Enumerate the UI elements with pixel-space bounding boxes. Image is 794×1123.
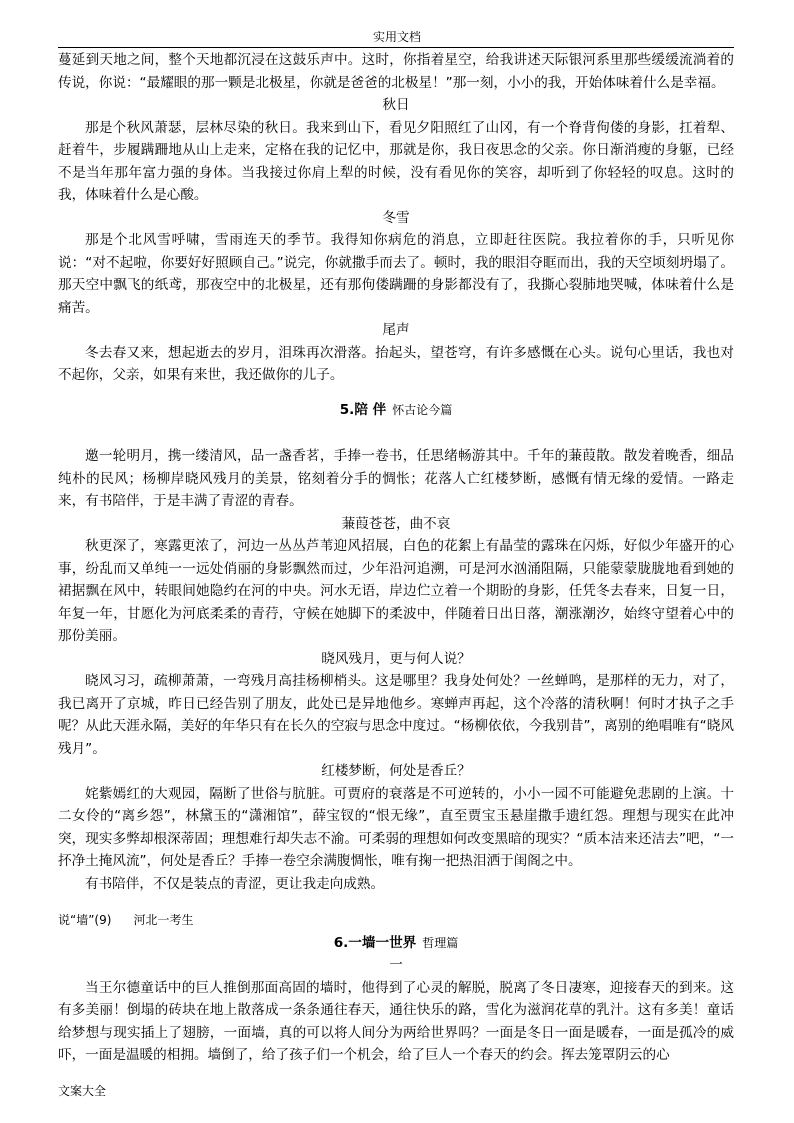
intro-paragraph: 蔓延到天地之间，整个天地都沉浸在这鼓乐声中。这时，你指着星空，给我讲述天际银河系里那些缓缓流淌着的传说，你说：“最耀眼的那一颗是北极星，你就是爸爸的北极星！”那一刻，小小的我，开始体味着什么是幸福。 — [58, 52, 734, 91]
byline-label: 说“墙”(9) — [58, 913, 112, 927]
page-header: 实用文档 — [372, 30, 421, 44]
article5-paragraph-2: 秋更深了，寒露更浓了，河边一丛丛芦苇迎风招展，白色的花絮上有晶莹的露珠在闪烁，好似少年盛开的心事，纷乱而又单纯一一远处俏丽的身影飘然而过，少年沿河追溯，可是河水汹涌阻隔，只能蒙蒙胧胧地看到她的裙据飘在风中，转眼间她隐约在河的中央。河水无语，岸边伫立着一个期盼的身影，任凭冬去春来，日复一日，年复一年，甘愿化为河底柔柔的青荇，守候在她脚下的柔波中，伴随着日出日落，潮涨潮汐，始终守望着心中的那份美丽。 — [58, 538, 734, 644]
article-title-6 — [58, 932, 734, 955]
article-title-5-category: 怀古论今篇 — [392, 402, 453, 417]
section-heading-coda: 尾声 — [382, 322, 410, 338]
article5-paragraph-4: 姹紫嫣红的大观园，隔断了世俗与肮脏。可贾府的衰落是不可逆转的，小小一园不可能避免悲剧的上演。十二女伶的“离乡怨”，林黛玉的“潇湘馆”，薛宝钗的“恨无缘”，直至贾宝玉悬崖撒手遗红怨。理想与现实在此冲突，现实多弊却根深蒂固；理想难行却失志不渝。可柔弱的理想如何改变黑暗的现实？“质本洁来还洁去”吧，“一抔净土掩风流”，何处是香丘？手捧一卷空余满腹惆怅，唯有掬一把热泪洒于闺阁之中。 — [58, 785, 734, 869]
byline-author: 河北一考生 — [133, 913, 194, 927]
article5-paragraph-3: 晓风习习，疏柳萧萧，一弯残月高挂杨柳梢头。这是哪里？我身处何处？一丝蝉鸣，是那样的无力，对了，我已离开了京城，昨日已经告别了朋友，此处已是异地他乡。寒蝉声再起，这个冷落的清秋啊！何时才执子之手呢？从此天涯永隔，美好的年华只有在长久的空寂与思念中度过。“杨柳依依，今我别昔”，离别的绝唱唯有“晓风残月”。 — [58, 673, 734, 757]
winter-paragraph: 那是个北风雪呼啸，雪雨连天的季节。我得知你病危的消息，立即赶往医院。我拉着你的手，只听见你说：“对不起啦，你要好好照顾自己。”说完，你就撒手而去了。顿时，我的眼泪夺眶而出，我的天空顷刻坍塌了。那天空中飘飞的纸鸢，那夜空中的北极星，还有那佝偻蹒跚的身影都没有了，我撕心裂肺地哭喊，体味着什么是痛苦。 — [58, 232, 734, 316]
article6-paragraph-1: 当王尔德童话中的巨人推倒那面高固的墙时，他得到了心灵的解脱，脱离了冬日凄寒，迎接春天的到来。这有多美丽！倒塌的砖块在地上散落成一条条通往春天，通往快乐的路，雪化为滋润花草的乳汁。这有多美！童话给梦想与现实插上了翅膀，一面墙，真的可以将人间分为两给世界吗？一面是冬日一面是暖春，一面是孤冷的威吓，一面是温暖的相拥。墙倒了，给了孩子们一个机会，给了巨人一个春天的约会。挥去笼罩阴云的心 — [58, 979, 734, 1063]
article5-heading-2: 晓风残月，更与何人说？ — [321, 650, 471, 667]
article-title-5 — [58, 399, 734, 422]
byline — [58, 909, 734, 932]
header-divider — [58, 47, 734, 48]
coda-paragraph: 冬去春又来，想起逝去的岁月，泪珠再次滑落。抬起头，望苍穹，有许多感慨在心头。说句心里话，我也对不起你，父亲，如果有来世，我还做你的儿子。 — [58, 344, 734, 383]
article5-paragraph-1: 邀一轮明月，携一缕清风，品一盏香茗，手捧一卷书，任思绪畅游其中。千年的蒹葭散。散发着晚香，细品纯朴的民风；杨柳岸晓风残月的美景，铭刻着分手的惆怅；花落人亡红楼梦断，感慨有情无缘的爱情。一路走来，有书陪伴，于是丰满了青涩的青春。 — [58, 448, 734, 509]
section-heading-winter: 冬雪 — [382, 209, 410, 226]
page-footer: 文案大全 — [58, 1084, 107, 1098]
article-title-6-category: 哲理篇 — [422, 935, 459, 950]
article5-heading-1: 蒹葭苍苍，曲不哀 — [341, 515, 451, 532]
autumn-paragraph: 那是个秋风萧瑟，层林尽染的秋日。我来到山下，看见夕阳照红了山冈，有一个脊背佝偻的身影，扛着犁、赶着牛，步履蹒跚地从山上走来，定格在我的记忆中，那就是你，我日夜思念的父亲。你日渐消瘦的身躯，已经不是当年那年富力强的身体。当我接过你肩上犁的时候，没有看见你的笑容，却听到了你轻轻的叹息。这时的我，体味着什么是心酸。 — [58, 119, 734, 203]
section-heading-autumn: 秋日 — [382, 97, 410, 113]
article5-paragraph-5: 有书陪伴，不仅是装点的青涩，更让我走向成熟。 — [85, 875, 385, 892]
article5-heading-3: 红楼梦断，何处是香丘？ — [321, 763, 471, 779]
document-body — [58, 49, 734, 1067]
article-title-6-main: 6.一墙一世界 — [333, 934, 417, 951]
article6-section-number: 一 — [389, 957, 403, 973]
article-title-5-main: 5.陪 伴 — [339, 401, 387, 418]
